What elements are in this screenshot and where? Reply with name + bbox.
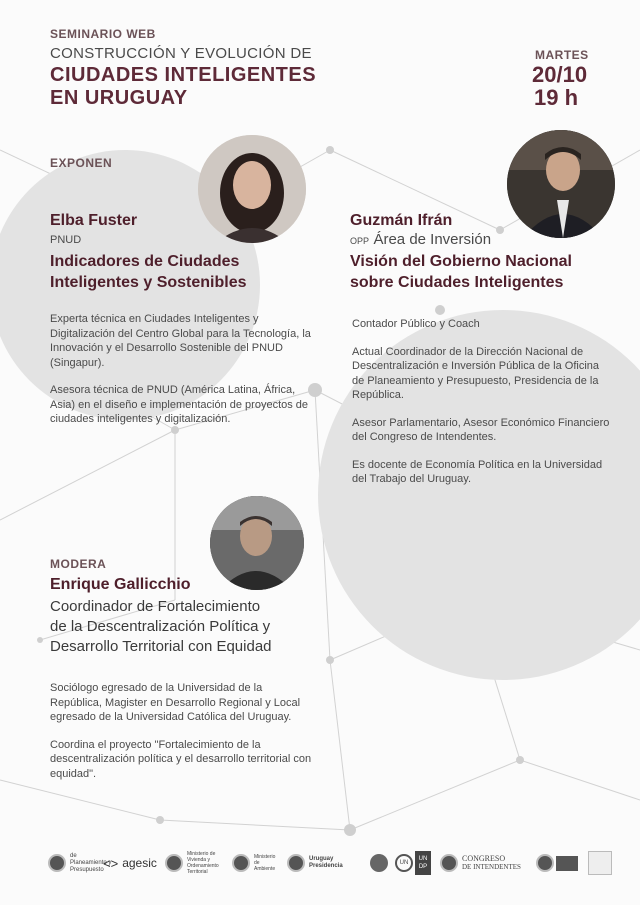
congreso-logo-text-line-1: CONGRESO bbox=[462, 854, 506, 863]
speaker1-photo bbox=[198, 135, 306, 243]
congreso-logo bbox=[440, 850, 521, 876]
extra-logo bbox=[588, 850, 612, 876]
event-time: 19 h bbox=[534, 85, 579, 110]
title-line-1: CONSTRUCCIÓN Y EVOLUCIÓN DE bbox=[50, 45, 312, 62]
moderator-label: MODERA bbox=[50, 557, 107, 571]
presidencia-logo bbox=[287, 850, 343, 876]
speaker2-talk-line-1: Visión del Gobierno Nacional bbox=[350, 253, 572, 270]
speaker1-talk-line-2: Inteligentes y Sostenibles bbox=[50, 274, 247, 291]
undp-logo bbox=[415, 850, 431, 876]
coat-of-arms-icon bbox=[536, 854, 554, 872]
congreso-logo-text-line-2: DE INTENDENTES bbox=[462, 863, 521, 871]
mvot-seal-icon bbox=[165, 854, 183, 872]
speaker1-org: PNUD bbox=[50, 234, 82, 246]
city-skyline-icon bbox=[588, 851, 612, 875]
moderator-role-line-2: de la Descentralización Política y bbox=[50, 618, 271, 635]
uruguay-seal-icon bbox=[48, 854, 66, 872]
moderator-role bbox=[50, 597, 272, 657]
speaker2-affiliation bbox=[350, 231, 491, 249]
speaker1-bio-paragraph-2: Asesora técnica de PNUD (América Latina, África, Asia) en el diseño e implementación de proyectos de ciudades inteligentes y digitalización. bbox=[50, 384, 309, 425]
speaker2-bio-paragraph-2: Actual Coordinador de la Dirección Nacional de Descentralización e Inversión Pública de la Oficina de Planeamiento y Presupuesto, Presidencia de la República. bbox=[352, 345, 600, 401]
moderator-role-line-1: Coordinador de Fortalecimiento bbox=[50, 598, 261, 615]
ambiente-seal-icon bbox=[232, 854, 250, 872]
exponen-label: EXPONEN bbox=[50, 156, 113, 170]
mvot-logo-text: Ministerio de Vivienda y Ordenamiento Territorial bbox=[187, 851, 219, 875]
eu-logo bbox=[556, 850, 578, 876]
moderator-bio-paragraph-1: Sociólogo egresado de la Universidad de la República, Magister en Desarrollo Regional y Local egresado de la Universidad Católica del Uruguay. bbox=[50, 682, 301, 723]
event-type: SEMINARIO WEB bbox=[50, 27, 156, 41]
presidencia-logo-text: Uruguay Presidencia bbox=[309, 856, 343, 869]
event-date: 20/10 bbox=[532, 62, 588, 87]
moderator-bio bbox=[50, 681, 315, 794]
ambiente-logo bbox=[232, 850, 280, 876]
mvot-logo bbox=[165, 850, 229, 876]
moderator-name: Enrique Gallicchio bbox=[50, 576, 191, 593]
globe-logo bbox=[370, 850, 388, 876]
speaker1-bio bbox=[50, 312, 315, 440]
ambiente-logo-text: Ministerio de Ambiente bbox=[254, 854, 276, 872]
un-emblem-icon: UN bbox=[395, 854, 413, 872]
moderator-photo bbox=[210, 496, 304, 590]
speaker1-name: Elba Fuster bbox=[50, 212, 138, 229]
agesic-logo bbox=[103, 850, 157, 876]
event-day: MARTES bbox=[535, 48, 589, 62]
opp-logo-text: de Planeamiento y Presupuesto bbox=[70, 852, 112, 873]
speaker2-bio-paragraph-3: Asesor Parlamentario, Asesor Económico Financiero del Congreso de Intendentes. bbox=[352, 416, 610, 443]
speaker1-bio-paragraph-1: Experta técnica en Ciudades Inteligentes y Digitalización del Centro Global para la Tecnología, la Innovación y el Desarrollo Sostenible del PNUD (Singapur). bbox=[50, 313, 311, 369]
moderator-role-line-3: Desarrollo Territorial con Equidad bbox=[50, 638, 272, 655]
speaker2-org: OPP bbox=[350, 236, 370, 246]
title-line-3: EN URUGUAY bbox=[50, 87, 188, 109]
globe-icon bbox=[370, 854, 388, 872]
speaker2-bio-paragraph-4: Es docente de Economía Política en la Universidad del Trabajo del Uruguay. bbox=[352, 458, 603, 485]
speaker2-role: Área de Inversión bbox=[373, 231, 492, 248]
congreso-logo-text bbox=[462, 855, 521, 871]
speaker1-talk-line-1: Indicadores de Ciudades bbox=[50, 253, 240, 270]
speaker2-photo bbox=[507, 130, 615, 238]
title-line-2: CIUDADES INTELIGENTES bbox=[50, 64, 317, 86]
speaker2-bio-paragraph-1: Contador Público y Coach bbox=[352, 318, 480, 330]
eu-flag-icon bbox=[556, 856, 578, 871]
undp-logo-text: UN DP bbox=[415, 851, 431, 875]
un-logo bbox=[395, 850, 413, 876]
moderator-bio-paragraph-2: Coordina el proyecto "Fortalecimiento de la descentralización política y el desarrollo territorial con equidad". bbox=[50, 738, 312, 780]
presidencia-seal-icon bbox=[287, 854, 305, 872]
speaker2-name: Guzmán Ifrán bbox=[350, 212, 453, 229]
agesic-mark-icon: <> bbox=[103, 855, 119, 871]
congreso-seal-icon bbox=[440, 854, 458, 872]
speaker2-talk-line-2: sobre Ciudades Inteligentes bbox=[350, 274, 564, 291]
agesic-logo-text: agesic bbox=[122, 856, 157, 870]
seal-logo bbox=[536, 850, 554, 876]
speaker2-bio bbox=[352, 317, 614, 500]
